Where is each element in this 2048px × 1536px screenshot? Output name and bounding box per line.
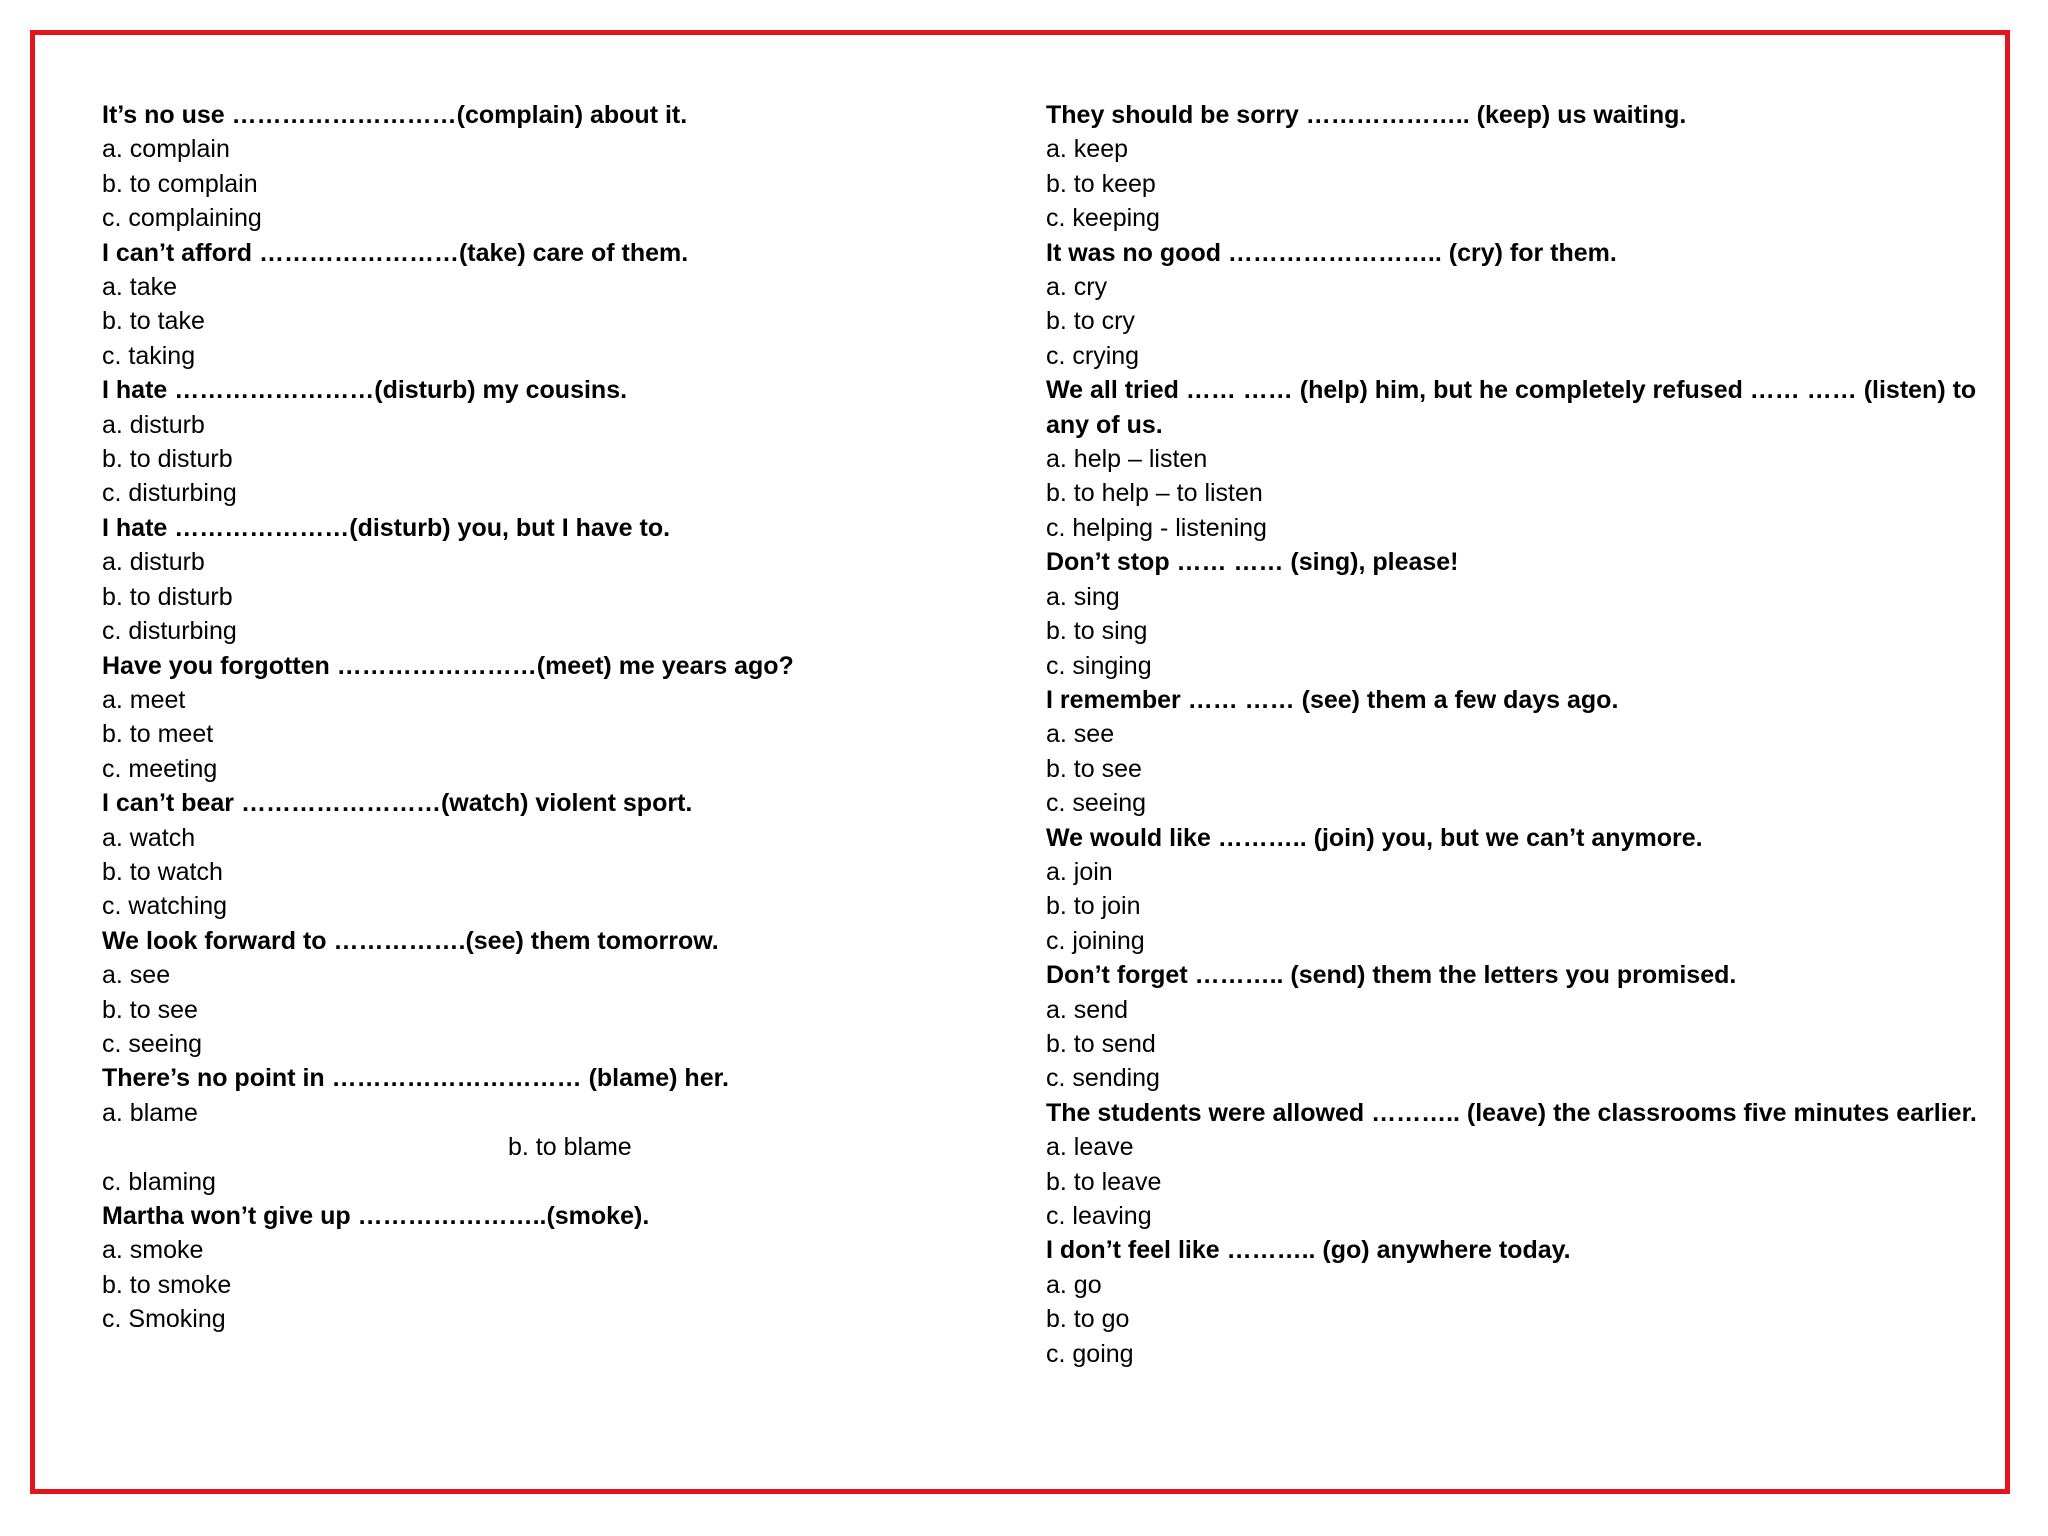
option-a: a. see <box>1046 720 1115 749</box>
question: I can’t afford ……………………(take) care of them. <box>102 238 689 267</box>
option-b: b. to meet <box>102 720 214 749</box>
question: I remember …… …… (see) them a few days ago. <box>1046 685 1619 714</box>
question: Have you forgotten ……………………(meet) me years ago? <box>102 651 794 680</box>
option-a: a. disturb <box>102 410 205 439</box>
question: Don’t forget ……….. (send) them the letters you promised. <box>1046 961 1737 990</box>
option-a: a. complain <box>102 135 230 164</box>
option-a: a. meet <box>102 685 186 714</box>
option-c: c. seeing <box>102 1029 203 1058</box>
option-b: b. to cry <box>1046 307 1135 336</box>
option-a: a. sing <box>1046 582 1120 611</box>
option-b: b. to see <box>1046 754 1142 783</box>
question: I hate …………………(disturb) you, but I have to. <box>102 513 671 542</box>
option-c: c. blaming <box>102 1167 216 1196</box>
option-c: c. sending <box>1046 1064 1160 1093</box>
question: Martha won’t give up …………………..(smoke). <box>102 1202 650 1230</box>
option-b: b. to disturb <box>102 445 233 474</box>
question: The students were allowed ……….. (leave) the classrooms five minutes earlier. <box>1046 1098 1977 1127</box>
question: We all tried …… …… (help) him, but he completely refused …… …… (listen) to any of us. <box>1046 376 1977 439</box>
question: We would like ……….. (join) you, but we can’t anymore. <box>1046 823 1703 852</box>
option-c: c. joining <box>1046 926 1145 955</box>
option-b: b. to leave <box>1046 1167 1162 1196</box>
option-c: c. helping - listening <box>1046 513 1267 542</box>
option-c: c. going <box>1046 1339 1134 1368</box>
option-c: c. crying <box>1046 341 1140 370</box>
option-c: c. meeting <box>102 754 218 783</box>
left-column <box>102 98 1002 1337</box>
question: I hate ……………………(disturb) my cousins. <box>102 376 628 405</box>
question: There’s no point in ………………………… (blame) her. <box>102 1064 729 1093</box>
option-c: c. taking <box>102 341 196 370</box>
option-b: b. to see <box>102 995 198 1024</box>
option-b: b. to join <box>1046 892 1141 921</box>
option-a: a. smoke <box>102 1236 204 1265</box>
option-a: a. help – listen <box>1046 445 1208 474</box>
option-a: a. leave <box>1046 1133 1134 1162</box>
option-a: a. take <box>102 273 178 302</box>
question: Don’t stop …… …… (sing), please! <box>1046 548 1459 577</box>
option-b: b. to watch <box>102 857 223 886</box>
option-b: b. to help – to listen <box>1046 479 1263 508</box>
option-b: b. to disturb <box>102 582 233 611</box>
option-c: c. complaining <box>102 204 262 233</box>
question: I can’t bear ……………………(watch) violent sport. <box>102 789 693 818</box>
option-b: b. to blame <box>508 1133 632 1162</box>
option-b: b. to keep <box>1046 169 1156 198</box>
option-c: c. keeping <box>1046 204 1160 233</box>
question: It’s no use ………………………(complain) about it. <box>102 101 688 129</box>
option-a: a. go <box>1046 1270 1102 1299</box>
option-b: b. to go <box>1046 1305 1130 1334</box>
option-a: a. keep <box>1046 135 1129 164</box>
option-c: c. Smoking <box>102 1305 226 1334</box>
option-a: a. blame <box>102 1098 198 1127</box>
option-a: a. see <box>102 961 171 990</box>
option-b: b. to take <box>102 307 205 336</box>
option-b: b. to complain <box>102 169 258 198</box>
question: We look forward to …………….(see) them tomorrow. <box>102 926 719 955</box>
option-a: a. disturb <box>102 548 205 577</box>
option-c: c. disturbing <box>102 479 237 508</box>
right-column <box>1046 98 1986 1371</box>
option-a: a. watch <box>102 823 196 852</box>
option-b: b. to smoke <box>102 1270 232 1299</box>
question: They should be sorry ……………….. (keep) us waiting. <box>1046 101 1687 129</box>
option-a: a. join <box>1046 857 1113 886</box>
question: I don’t feel like ……….. (go) anywhere today. <box>1046 1236 1571 1265</box>
option-a: a. cry <box>1046 273 1108 302</box>
option-c: c. disturbing <box>102 617 237 646</box>
option-c: c. leaving <box>1046 1202 1152 1230</box>
option-c: c. watching <box>102 892 228 921</box>
question: It was no good …………………….. (cry) for them. <box>1046 238 1617 267</box>
option-c: c. singing <box>1046 651 1152 680</box>
option-b: b. to sing <box>1046 617 1148 646</box>
option-a: a. send <box>1046 995 1129 1024</box>
option-c: c. seeing <box>1046 789 1147 818</box>
option-b: b. to send <box>1046 1029 1156 1058</box>
